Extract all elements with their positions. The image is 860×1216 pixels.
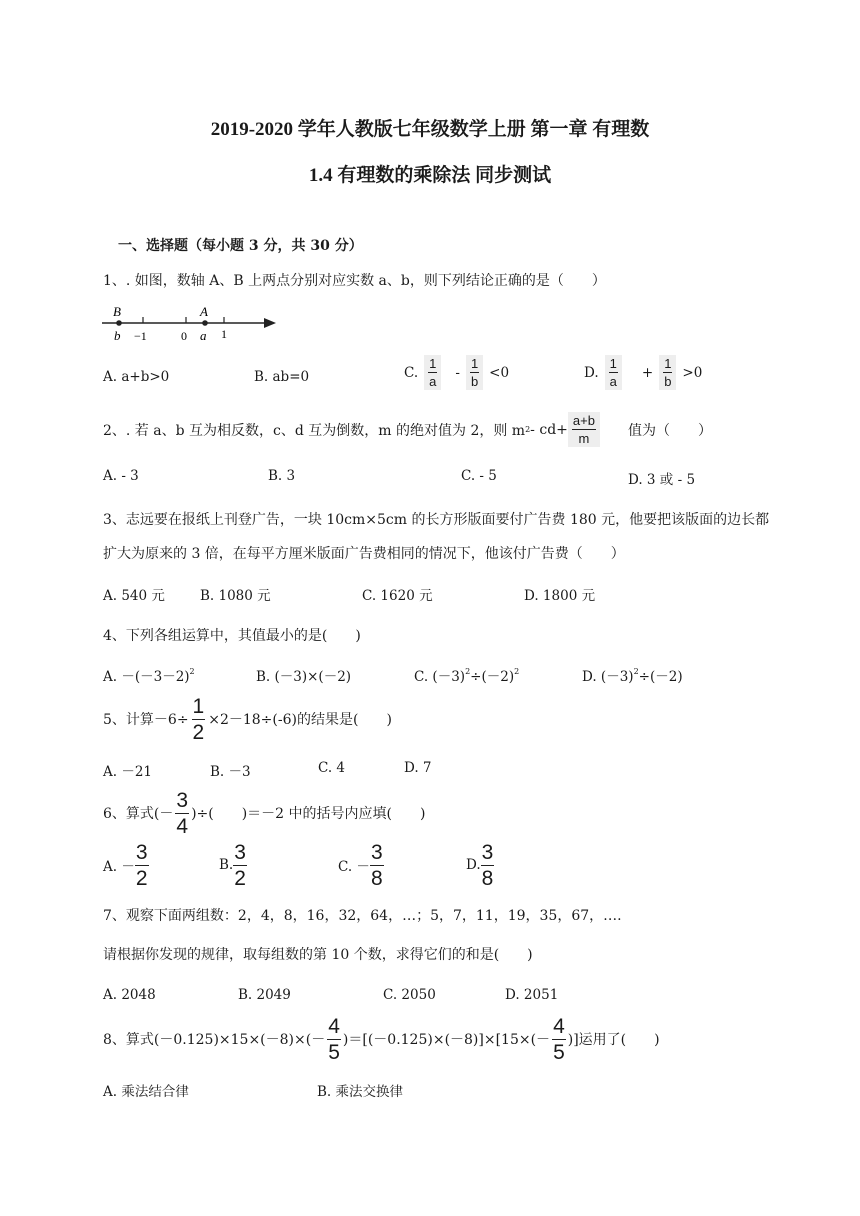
q1-option-d-fraction-a: $\frac{1}{a}$ bbox=[605, 355, 622, 390]
q8-text-part-3: )]运用了( ) bbox=[567, 1032, 660, 1048]
question-3-line-1: 3、志远要在报纸上刊登广告，一块 10cm×5cm 的长方形版面要付广告费 180 元，他要把该版面的边长都 bbox=[103, 512, 770, 528]
q6-option-a bbox=[103, 842, 149, 888]
tick-label-neg1: −1 bbox=[134, 329, 147, 343]
q7-option-c: C. 2050 bbox=[383, 987, 436, 1003]
q8-fraction-2: $\frac{4}{5}$ bbox=[553, 1014, 565, 1064]
section-heading: 一、选择题（每小题 3 分，共 30 分） bbox=[118, 238, 363, 254]
q2-option-a: A. - 3 bbox=[103, 468, 139, 484]
q5-fraction: $\frac{1}{2}$ bbox=[192, 694, 205, 744]
q6-option-b bbox=[219, 842, 247, 888]
q1-option-c-suffix: <0 bbox=[489, 364, 510, 381]
q6-option-c-fraction: $\frac{3}{8}$ bbox=[370, 840, 383, 890]
q2-text-mid: - cd+ bbox=[530, 421, 568, 438]
q6-option-d-prefix: D. bbox=[466, 857, 481, 873]
q3-option-a: A. 540 元 bbox=[103, 588, 165, 604]
q2-option-b: B. 3 bbox=[268, 468, 296, 484]
q1-option-d-suffix: >0 bbox=[682, 364, 703, 381]
q2-fraction: $\frac{a+b}{m}$ bbox=[568, 412, 600, 447]
q1-option-b: B. ab=0 bbox=[254, 369, 310, 385]
q1-option-c-fraction-b: $\frac{1}{b}$ bbox=[466, 355, 483, 390]
q4-option-b: B. (－3)×(－2) bbox=[256, 669, 352, 685]
question-7-line-2: 请根据你发现的规律，取每组数的第 10 个数，求得它们的和是( ) bbox=[103, 947, 533, 963]
q6-text-before: 6、算式(－ bbox=[103, 806, 174, 822]
q7-option-d: D. 2051 bbox=[505, 987, 559, 1003]
tick-label-1: 1 bbox=[221, 327, 227, 341]
q6-option-d-fraction: $\frac{3}{8}$ bbox=[481, 840, 494, 890]
q6-option-b-fraction: $\frac{3}{2}$ bbox=[234, 840, 246, 890]
point-label-B: B bbox=[113, 304, 121, 319]
q6-fraction: $\frac{3}{4}$ bbox=[176, 788, 189, 838]
q4-option-c-text-1: C. (－3) bbox=[414, 669, 466, 685]
q3-option-c: C. 1620 元 bbox=[362, 588, 433, 604]
question-6-text bbox=[103, 790, 425, 836]
q6-text-after: )÷( )＝－2 中的括号内应填( ) bbox=[191, 806, 426, 822]
q4-option-d-text-2: ÷(－2) bbox=[638, 669, 683, 685]
q8-option-a: A. 乘法结合律 bbox=[103, 1084, 189, 1100]
point-value-a: a bbox=[200, 328, 207, 343]
question-4-text: 4、下列各组运算中，其值最小的是( ) bbox=[103, 628, 361, 644]
q4-option-c bbox=[414, 665, 519, 685]
point-value-b: b bbox=[114, 328, 121, 343]
document-title: 2019-2020 学年人教版七年级数学上册 第一章 有理数 bbox=[210, 119, 650, 140]
q1-option-d-prefix: D. bbox=[584, 364, 599, 381]
q1-option-a: A. a+b>0 bbox=[103, 369, 170, 385]
q4-option-d bbox=[582, 665, 683, 685]
q6-option-a-fraction: $\frac{3}{2}$ bbox=[135, 840, 148, 890]
q5-option-d: D. 7 bbox=[404, 760, 432, 776]
q6-option-b-prefix: B. bbox=[219, 857, 234, 873]
tick-label-0: 0 bbox=[181, 329, 187, 343]
q1-option-c-fraction-a: $\frac{1}{a}$ bbox=[424, 355, 441, 390]
q6-option-c-prefix: C. － bbox=[338, 859, 370, 875]
q5-text-after: ×2－18÷(-6)的结果是( ) bbox=[208, 712, 392, 728]
q4-option-a bbox=[103, 665, 195, 685]
q4-option-c-exponent-2: 2 bbox=[514, 667, 520, 676]
question-5-text bbox=[103, 696, 392, 742]
q1-option-c-prefix: C. bbox=[404, 364, 419, 381]
q8-option-b: B. 乘法交换律 bbox=[317, 1084, 404, 1100]
q2-option-d: D. 3 或 - 5 bbox=[628, 472, 696, 488]
number-line-figure bbox=[100, 302, 280, 346]
q2-text-before: 2、. 若 a、b 互为相反数，c、d 互为倒数，m 的绝对值为 2，则 m bbox=[103, 422, 526, 439]
document-subtitle: 1.4 有理数的乘除法 同步测试 bbox=[308, 165, 552, 186]
q1-option-d-fraction-b: $\frac{1}{b}$ bbox=[659, 355, 676, 390]
q4-option-c-text-2: ÷(－2) bbox=[470, 669, 515, 685]
q4-option-d-exponent: 2 bbox=[633, 667, 639, 676]
q7-option-a: A. 2048 bbox=[103, 987, 156, 1003]
q1-option-c-minus: - bbox=[455, 364, 460, 381]
q1-option-d-plus: + bbox=[641, 364, 654, 381]
q8-text-part-1: 8、算式(－0.125)×15×(－8)×(－ bbox=[103, 1032, 326, 1048]
q8-text-part-2: )＝[(－0.125)×(－8)]×[15×(－ bbox=[342, 1032, 551, 1048]
q2-option-c: C. - 5 bbox=[461, 468, 497, 484]
question-1-text: 1、. 如图，数轴 A、B 上两点分别对应实数 a、b，则下列结论正确的是（ ） bbox=[103, 273, 606, 289]
q3-option-d: D. 1800 元 bbox=[524, 588, 596, 604]
q5-option-a: A. －21 bbox=[103, 764, 153, 780]
q5-option-c: C. 4 bbox=[318, 760, 346, 776]
q6-option-a-prefix: A. － bbox=[103, 859, 135, 875]
q2-exponent: 2 bbox=[525, 425, 531, 434]
q8-fraction-1: $\frac{4}{5}$ bbox=[328, 1014, 340, 1064]
question-8-text bbox=[103, 1016, 660, 1062]
q1-option-c bbox=[404, 355, 509, 390]
q4-option-a-exponent: 2 bbox=[189, 667, 195, 676]
question-2-text bbox=[103, 412, 712, 447]
q4-option-d-text-1: D. (－3) bbox=[582, 669, 634, 685]
q1-option-d bbox=[584, 355, 702, 390]
q4-option-a-text: A. －(－3－2) bbox=[103, 669, 190, 685]
point-label-A: A bbox=[200, 304, 208, 319]
q3-option-b: B. 1080 元 bbox=[200, 588, 271, 604]
q4-option-c-exponent-1: 2 bbox=[465, 667, 471, 676]
question-7-line-1: 7、观察下面两组数：2，4，8，16，32，64，…；5，7，11，19，35，67，…. bbox=[103, 908, 622, 924]
q7-option-b: B. 2049 bbox=[238, 987, 291, 1003]
q5-text-before: 5、计算－6÷ bbox=[103, 712, 189, 728]
q6-option-d bbox=[466, 842, 494, 888]
q5-option-b: B. －3 bbox=[210, 764, 251, 780]
question-3-line-2: 扩大为原来的 3 倍，在每平方厘米版面广告费相同的情况下，他该付广告费（ ） bbox=[103, 546, 625, 562]
q2-text-after: 值为（ ） bbox=[627, 422, 712, 439]
q6-option-c bbox=[338, 842, 384, 888]
